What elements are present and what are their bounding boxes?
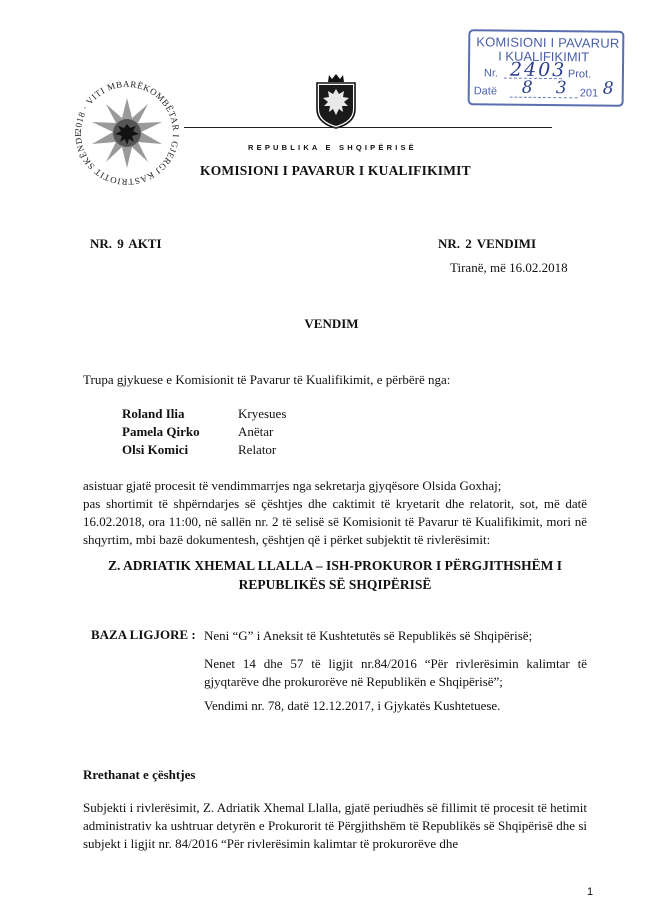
registration-stamp [468, 29, 625, 107]
stamp-prot-label: Prot. [567, 68, 592, 81]
panel-member-role: Anëtar [238, 424, 274, 439]
stamp-date-label: Datë [473, 85, 498, 98]
panel-member-name: Pamela Qirko [122, 424, 200, 439]
header-rule [184, 127, 552, 128]
place-and-date: Tiranë, më 16.02.2018 [450, 260, 568, 275]
stamp-day: 8 [521, 77, 533, 98]
document-title: VENDIM [304, 316, 359, 331]
panel-member-name: Roland Ilia [122, 406, 185, 421]
panel-member-role: Kryesues [238, 406, 287, 421]
republic-label: REPUBLIKA E SHQIPËRISË [248, 143, 417, 152]
page-number: 1 [587, 886, 594, 898]
stamp-year-suffix: 8 [602, 78, 614, 99]
stamp-nr-value: 2403 [509, 58, 567, 82]
subject-line-1: Z. ADRIATIK XHEMAL LLALLA – ISH-PROKUROR I PËRGJITHSHËM I [108, 558, 562, 573]
legal-basis-item: Nenet 14 dhe 57 të ligjit nr.84/2016 “Për rivlerësimin kalimtar të gjyqtarëve dhe prokurorëve në Republikën e Shqipërisë”; [204, 656, 587, 689]
stamp-year-prefix: 201 [579, 87, 599, 100]
assisted-text: asistuar gjatë procesit të vendimmarrjes nga sekretarja gjyqësore Olsida Goxhaj; [83, 478, 502, 493]
subject-line-2: REPUBLIKËS SË SHQIPËRISË [238, 577, 432, 592]
legal-basis-item: Neni “G” i Aneksit të Kushtetutës së Republikës së Shqipërisë; [204, 628, 533, 643]
sun-star-icon [92, 98, 162, 168]
stamp-nr-label: Nr. [483, 67, 499, 80]
legal-basis-label: BAZA LIGJORE : [91, 627, 196, 642]
commission-name: KOMISIONI I PAVARUR I KUALIFIKIMIT [200, 163, 471, 178]
legal-basis-item: Vendimi nr. 78, datë 12.12.2017, i Gjykatës Kushtetuese. [204, 698, 501, 713]
decision-number: NR. 2 VENDIMI [438, 236, 537, 251]
act-number: NR. 9 AKTI [90, 236, 162, 251]
intro-text: Trupa gjykuese e Komisionit të Pavarur të Kualifikimit, e përbërë nga: [83, 372, 451, 387]
logo-ring-text: 2018 · VITI MBARËKOMBËTAR I GJERGJ KASTRIOTIT SKËNDE [72, 78, 182, 188]
stamp-month: 3 [555, 78, 567, 99]
subject-heading [83, 556, 587, 594]
anniversary-logo [68, 74, 186, 192]
stamp-line-2: I KUALIFIKIMIT [498, 48, 590, 65]
stamp-line-1: KOMISIONI I PAVARUR [476, 34, 620, 51]
stamp-month-underline [548, 97, 578, 98]
coat-of-arms-icon [313, 73, 359, 129]
procedure-text: pas shortimit të shpërndarjes së çështjes dhe caktimit të kryetarit dhe relatorit, sot, më datë 16.02.2018, ora 11:00, në sallën nr. 2 të selisë së Komisionit të Pavarur të Kualifikimit, mori në shqyrtim, mbi bazë dokumentesh, çështjen që i përket subjektit të rivlerësimit: [83, 496, 587, 547]
body-paragraph: Subjekti i rivlerësimit, Z. Adriatik Xhemal Llalla, gjatë periudhës së fillimit të procesit të hetimit administrativ ka ushtruar detyrën e Prokurorit të Përgjithshëm të Republikës së Shqipërisë dhe si subjekt i ligjit nr. 84/2016 “Për rivlerësimin kalimtar të prokurorëve dhe [83, 800, 587, 851]
panel-member-role: Relator [238, 442, 277, 457]
panel-member-name: Olsi Komici [122, 442, 189, 457]
section-heading: Rrethanat e çështjes [83, 767, 196, 782]
stamp-day-underline [510, 97, 546, 98]
